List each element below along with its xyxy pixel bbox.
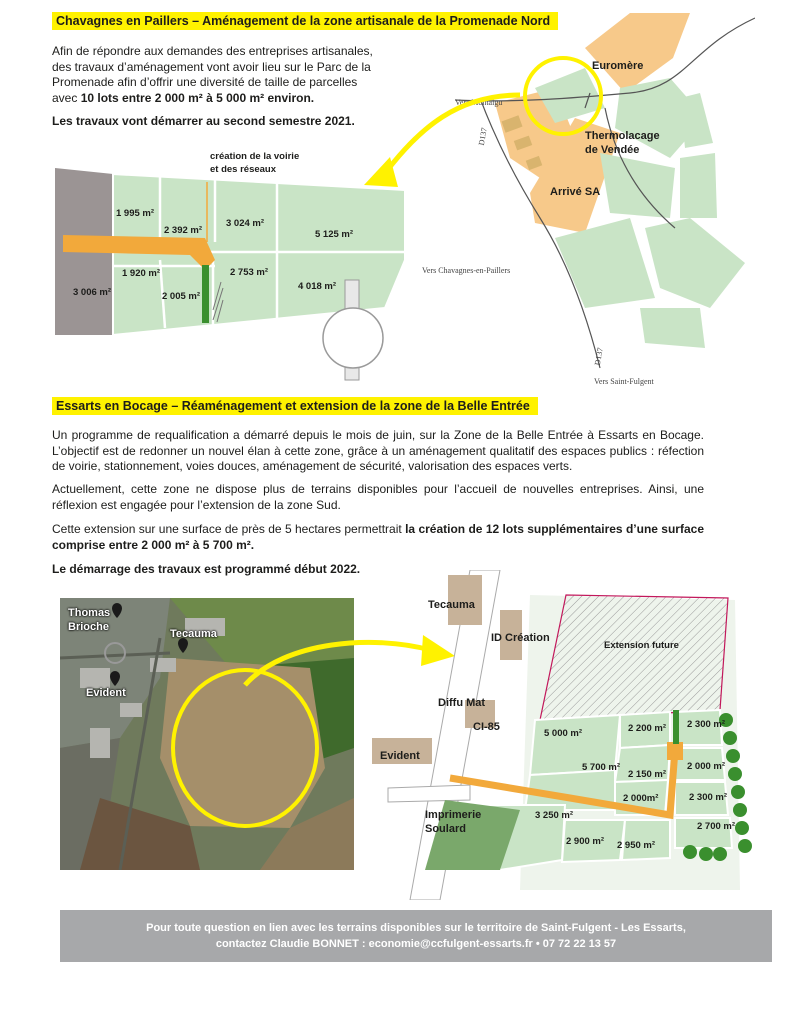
photo-label-tecauma: Tecauma bbox=[170, 628, 217, 640]
photo-label-thomas: Thomas Brioche bbox=[68, 607, 111, 633]
footer-line1: Pour toute question en lien avec les terrains disponibles sur le territoire de Saint-Fulgent - Les Essarts, bbox=[146, 922, 686, 934]
plan2-lot: 2 950 m² bbox=[617, 840, 656, 851]
photo-label-evident: Evident bbox=[86, 687, 126, 699]
plan1-annotation: création de la voirie et des réseaux bbox=[210, 151, 300, 175]
plan2-extension: Extension future bbox=[604, 640, 679, 651]
plan1-lot: 3 024 m² bbox=[226, 218, 265, 229]
contact-footer bbox=[60, 910, 772, 962]
plan2-tecauma: Tecauma bbox=[428, 599, 475, 611]
section1-intro bbox=[52, 44, 382, 106]
plan2-diffu-mat: Diffu Mat bbox=[438, 697, 486, 709]
map1-road-saint-fulgent: Vers Saint-Fulgent bbox=[594, 377, 654, 386]
section2-p2: Actuellement, cette zone ne dispose plus de terrains disponibles pour l’accueil de nouvelles entreprises. Ainsi, une réflexion est engagée pour l’extension de la zone Sud. bbox=[52, 482, 704, 512]
map1-road-montaigu: Vers Montaigu bbox=[455, 98, 503, 107]
plan2-id-creation: ID Création bbox=[491, 632, 550, 644]
section1-intro-line2: des travaux d’aménagement vont avoir lieu sur le Parc de la bbox=[52, 59, 371, 74]
section2-title: Essarts en Bocage – Réaménagement et extension de la zone de la Belle Entrée bbox=[52, 397, 538, 415]
section2-p3: Cette extension sur une surface de près de 5 hectares permettrait la création de 12 lots supplémentaires d’une surface comprise entre 2 000 m² à 5 700 m². bbox=[52, 522, 704, 552]
map1-road-d137b: D137 bbox=[592, 346, 605, 367]
plan1-lot: 2 753 m² bbox=[230, 267, 269, 278]
plan2-evident: Evident bbox=[380, 750, 420, 762]
plan2-lot: 2 700 m² bbox=[697, 821, 736, 832]
map1-arrive: Arrivé SA bbox=[550, 186, 601, 198]
plan1-lot: 3 006 m² bbox=[73, 287, 112, 298]
plan1-lot: 1 995 m² bbox=[116, 208, 155, 219]
plan1-lot: 4 018 m² bbox=[298, 281, 337, 292]
plan1-lot: 2 392 m² bbox=[164, 225, 203, 236]
plan2-lot: 2 300 m² bbox=[689, 792, 728, 803]
section1-works: Les travaux vont démarrer au second semestre 2021. bbox=[52, 114, 355, 128]
plan2-lot: 2 000 m² bbox=[687, 761, 726, 772]
footer-line2[interactable]: contactez Claudie BONNET : economie@ccfulgent-essarts.fr • 07 72 22 13 57 bbox=[215, 938, 617, 950]
plan1-lot: 2 005 m² bbox=[162, 291, 201, 302]
plan2-lot: 3 250 m² bbox=[535, 810, 574, 821]
map1-road-d137a: D137 bbox=[476, 126, 489, 147]
section2-p4: Le démarrage des travaux est programmé début 2022. bbox=[52, 562, 361, 576]
section1-intro-line3: Promenade afin d’offrir une diversité de taille de parcelles bbox=[52, 75, 358, 89]
map1-road-chavagnes: Vers Chavagnes-en-Paillers bbox=[422, 266, 511, 275]
plan2-lot: 2 200 m² bbox=[628, 723, 667, 734]
plan2-lot: 5 000 m² bbox=[544, 728, 583, 739]
map1-thermolacage: Thermolacage de Vendée bbox=[585, 130, 660, 156]
arrow-icon bbox=[350, 85, 530, 195]
plan2-lot: 2 150 m² bbox=[628, 769, 667, 780]
plan2-lot: 5 700 m² bbox=[582, 762, 621, 773]
plan2-ci85: CI-85 bbox=[473, 721, 500, 733]
plan2-lot: 2 900 m² bbox=[566, 836, 605, 847]
plan1-lot: 1 920 m² bbox=[122, 268, 161, 279]
section1-title: Chavagnes en Paillers – Aménagement de la zone artisanale de la Promenade Nord bbox=[52, 12, 558, 30]
plan2-imprimerie: Imprimerie Soulard bbox=[425, 809, 482, 835]
section2-p1: Un programme de requalification a démarré depuis le mois de juin, sur la Zone de la Belle Entrée à Essarts en Bocage. L’objectif est de redonner un nouvel élan à cette zone, grâce à un aménagement qualitatif des espaces publics : réfection de voirie, stationnement, voies douces, aménagement de sécurité, valorisation des espaces verts. bbox=[52, 428, 704, 473]
plan2-lot: 2 000m² bbox=[623, 793, 659, 804]
plan2-lot: 2 300 m² bbox=[687, 719, 726, 730]
section1-intro-line1: Afin de répondre aux demandes des entreprises artisanales, bbox=[52, 44, 373, 58]
map1-euromere: Euromère bbox=[592, 60, 644, 72]
section1-intro-line4: avec 10 lots entre 2 000 m² à 5 000 m² environ. bbox=[52, 90, 315, 105]
plan1-lot: 5 125 m² bbox=[315, 229, 354, 240]
